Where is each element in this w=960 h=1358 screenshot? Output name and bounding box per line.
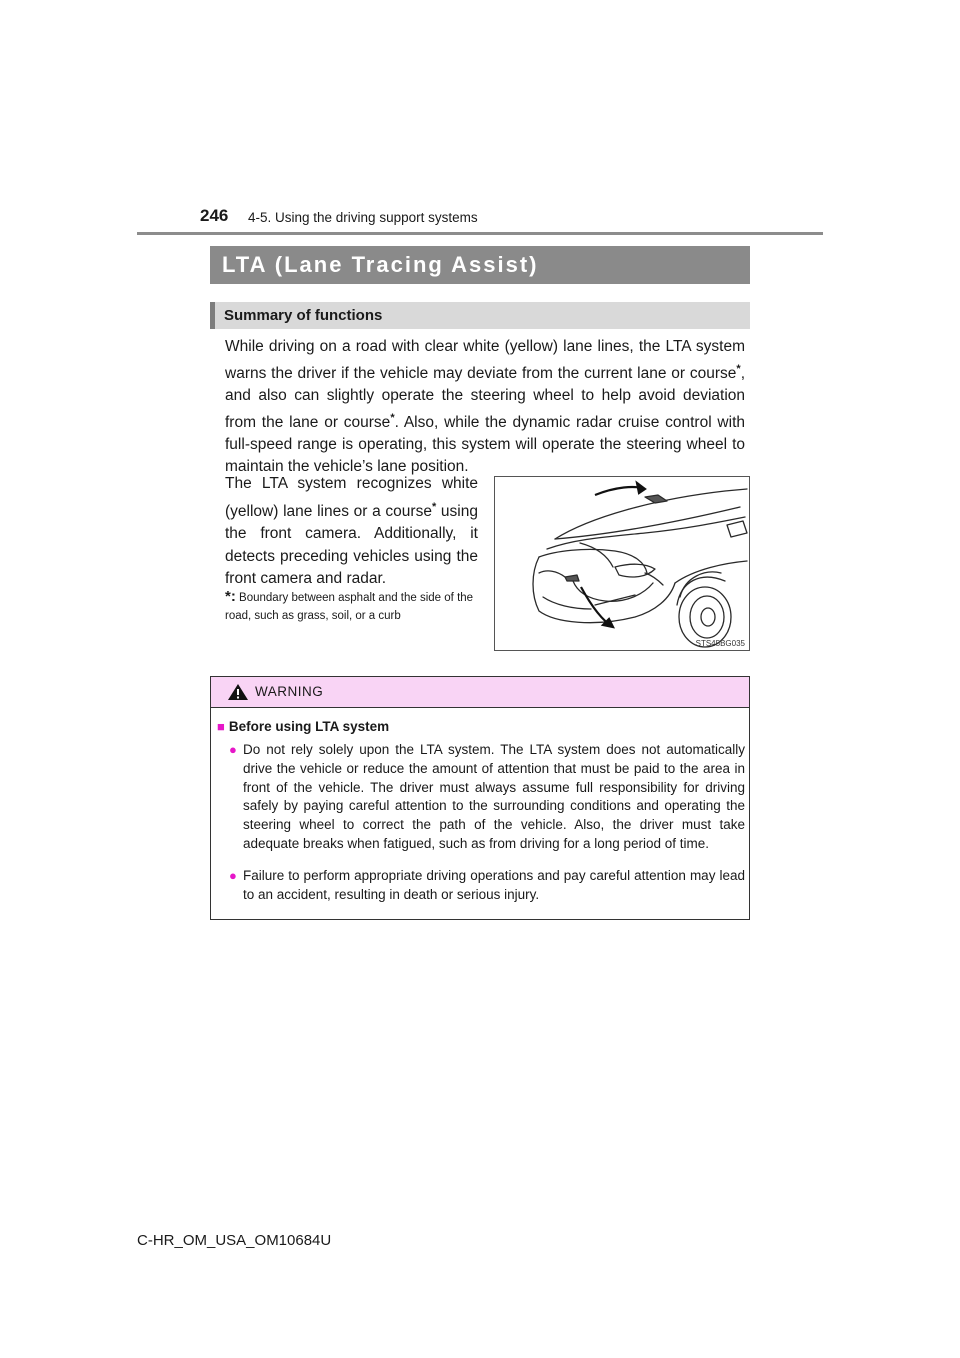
footer-doc-id: C-HR_OM_USA_OM10684U <box>137 1232 332 1249</box>
intro-paragraph <box>225 336 745 478</box>
warning-title: WARNING <box>255 684 324 699</box>
subheading: Summary of functions <box>210 302 750 329</box>
warning-box <box>210 676 750 920</box>
footnote <box>225 588 481 625</box>
section-square-icon: ■ <box>217 719 225 734</box>
intro-text-a: While driving on a road with clear white (yellow) lane lines, the LTA system warns the driver if the vehicle may deviate from the current lane or course <box>225 338 745 383</box>
warning-triangle-icon <box>227 683 249 701</box>
warning-section-heading <box>217 719 389 734</box>
intro-text-c: . Also, while the dynamic radar cruise control with full-speed range is operating, this system will operate the steering wheel to maintain the vehicle’s lane position. <box>225 414 745 476</box>
intro-text-b: , and also can slightly operate the steering wheel to help avoid deviation from the lane or course <box>225 365 745 432</box>
footnote-marker: *: <box>225 588 236 605</box>
warning-bullet <box>229 741 745 854</box>
footnote-text: Boundary between asphalt and the side of the road, such as grass, soil, or a curb <box>225 592 474 622</box>
warning-header <box>211 677 749 708</box>
recognition-text-b: using the front camera. Additionally, it detects preceding vehicles using the front camera and radar. <box>225 502 478 588</box>
asterisk: * <box>736 363 741 375</box>
asterisk: * <box>431 500 437 513</box>
warning-bullet <box>229 867 745 905</box>
header-rule <box>137 232 823 235</box>
illustration-code: STS45BG035 <box>695 639 745 648</box>
warning-bullet-text: Do not rely solely upon the LTA system. The LTA system does not automatically drive the vehicle or reduce the amount of attention that must be paid to the area in front of the vehicle. The driver must always assume full responsibility for driving safely by paying careful attention to the surrounding conditions and operating the steering wheel to correct the path of the vehicle. Also, the driver must take adequate breaks when fatigued, such as from driving for a long period of time. <box>243 742 745 851</box>
warning-bullet-text: Failure to perform appropriate driving operations and pay careful attention may lead to an accident, resulting in death or serious injury. <box>243 868 745 902</box>
bullet-dot-icon: ● <box>229 742 237 757</box>
warning-section-text: Before using LTA system <box>228 719 390 734</box>
page-number: 246 <box>200 206 229 225</box>
asterisk: * <box>390 412 395 425</box>
car-front-camera-radar-illustration <box>494 476 750 651</box>
recognition-paragraph <box>225 473 478 591</box>
page-title: LTA (Lane Tracing Assist) <box>210 246 750 284</box>
bullet-dot-icon: ● <box>229 868 237 883</box>
car-illustration-icon <box>495 477 750 651</box>
section-label: 4-5. Using the driving support systems <box>248 210 478 225</box>
recognition-text-a: The LTA system recognizes white (yellow) lane lines or a course <box>225 475 478 520</box>
